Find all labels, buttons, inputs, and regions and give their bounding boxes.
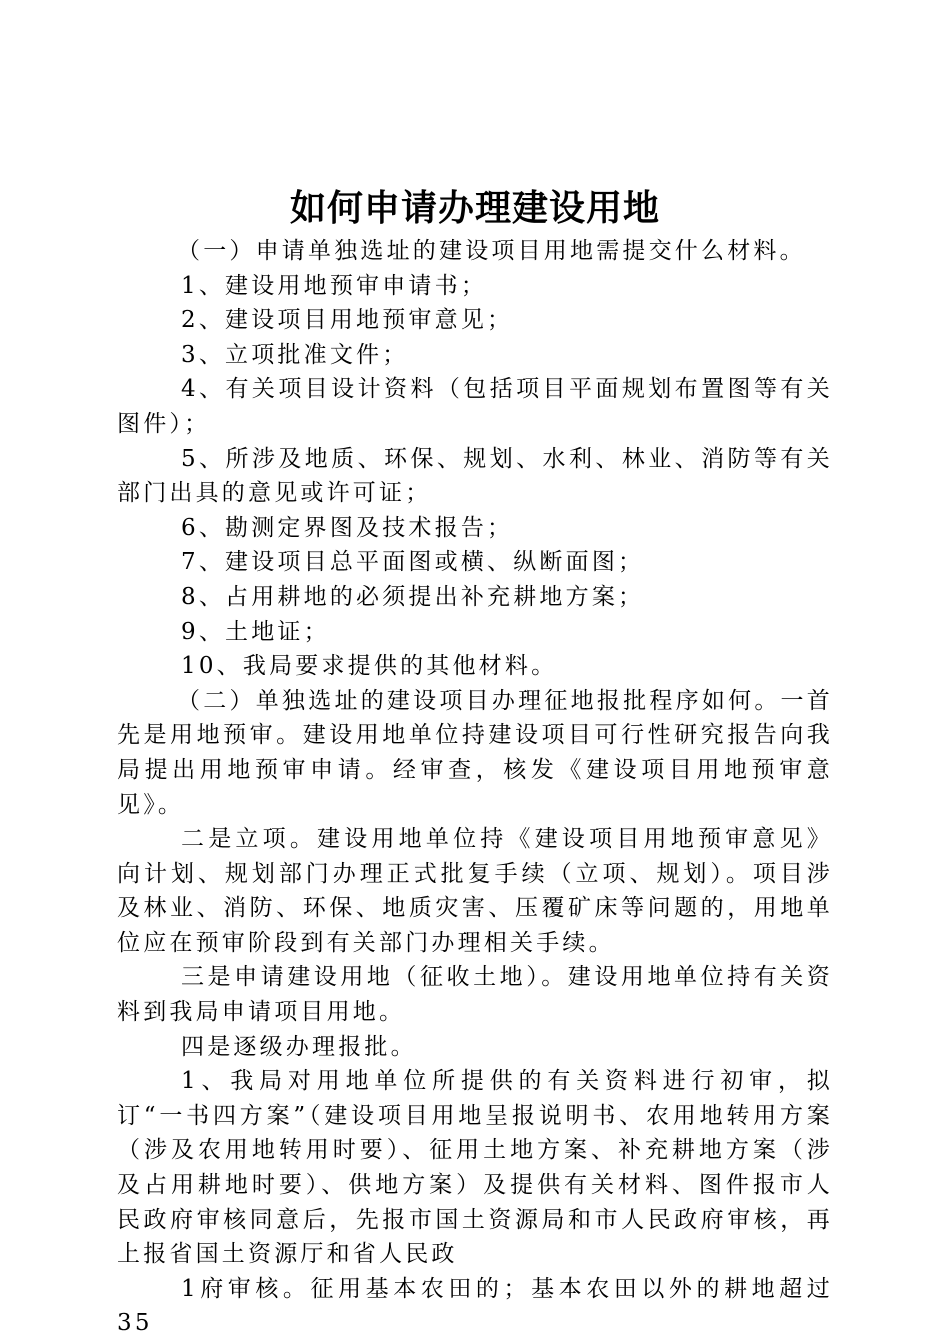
list-item: 6、勘测定界图及技术报告； [181, 514, 514, 541]
list-item: 8、占用耕地的必须提出补充耕地方案； [181, 583, 645, 610]
section-heading-2: （二）单独选址的建设项目办理征地报批程序如何。一首先是用地预审。建设用地单位持建设项目可行性研究报告向我局提出用地预审申请。经审查，核发《建设项目用地预审意见》。 [117, 687, 833, 818]
list-item: 2、建设项目用地预审意见； [181, 307, 514, 334]
list-item: 4、有关项目设计资料（包括项目平面规划布置图等有关图件）； [117, 376, 833, 437]
body-paragraph: 三是申请建设用地（征收土地）。建设用地单位持有关资料到我局申请项目用地。 [117, 964, 833, 1026]
list-item: 3、立项批准文件； [181, 341, 409, 368]
document-body [117, 234, 833, 1341]
document-title: 如何申请办理建设用地 [289, 187, 660, 229]
body-paragraph: 1府审核。征用基本农田的；基本农田以外的耕地超过35 [117, 1275, 833, 1337]
list-item: 10、我局要求提供的其他材料。 [181, 653, 558, 680]
body-paragraph: 二是立项。建设用地单位持《建设项目用地预审意见》向计划、规划部门办理正式批复手续（立项、规划）。项目涉及林业、消防、环保、地质灾害、压覆矿床等问题的，用地单位应在预审阶段到有关部门办理相关手续。 [117, 826, 833, 956]
list-item: 5、所涉及地质、环保、规划、水利、林业、消防等有关部门出具的意见或许可证； [117, 445, 833, 507]
list-item: 9、土地证； [181, 618, 330, 645]
body-paragraph: 四是逐级办理报批。 [181, 1033, 417, 1060]
list-item: 1、建设用地预审申请书； [181, 272, 488, 299]
list-item: 7、建设项目总平面图或横、纵断面图； [181, 549, 645, 576]
section-heading-1: （一）申请单独选址的建设项目用地需提交什么材料。 [177, 238, 806, 264]
body-paragraph: 1、我局对用地单位所提供的有关资料进行初审，拟订“一书四方案”（建设项目用地呈报说明书、农用地转用方案（涉及农用地转用时要）、征用土地方案、补充耕地方案（涉及占用耕地时要）、供地方案）及提供有关材料、图件报市人民政府审核同意后，先报市国土资源局和市人民政府审核，再上报省国土资源厅和省人民政 [117, 1068, 833, 1268]
